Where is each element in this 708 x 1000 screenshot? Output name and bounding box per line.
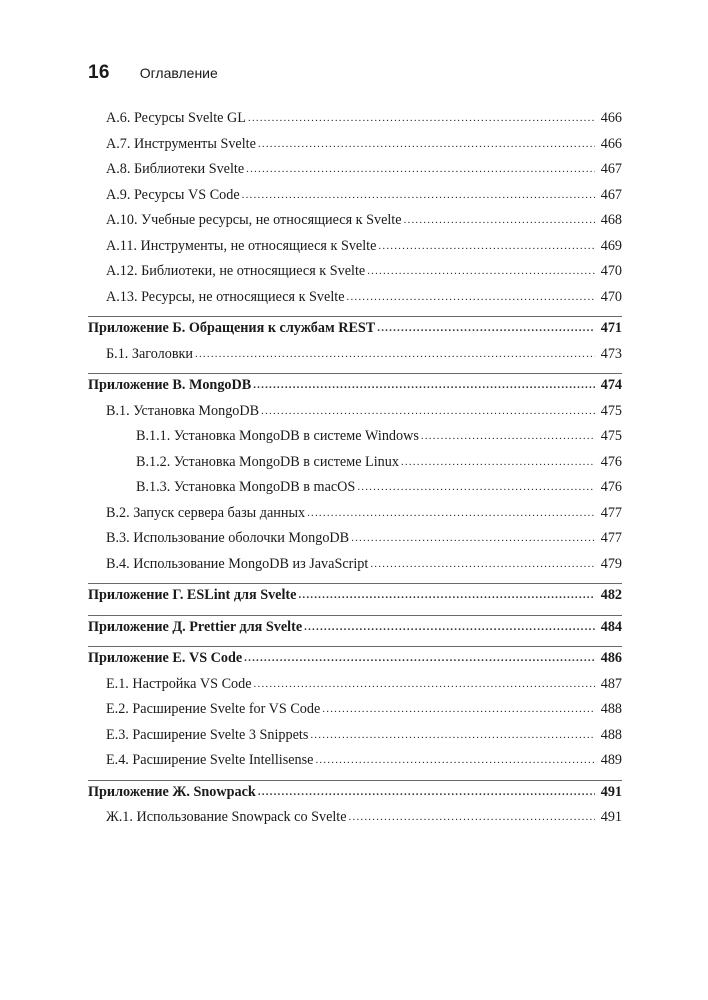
toc-entry[interactable] — [88, 428, 622, 454]
toc-entry-page: 471 — [600, 320, 622, 336]
dot-leader — [242, 189, 595, 201]
toc-entry-page: 467 — [600, 161, 622, 177]
toc-entry-page: 479 — [600, 555, 622, 572]
toc-entry[interactable] — [88, 752, 622, 778]
toc-entry-page: 470 — [600, 263, 622, 279]
dot-leader — [315, 754, 595, 766]
toc-entry-page: 468 — [600, 212, 622, 228]
toc-entry-title: Ж.1. Использование Snowpack со Svelte — [106, 809, 347, 825]
dot-leader — [261, 405, 595, 417]
toc-entry-title: А.8. Библиотеки Svelte — [106, 161, 245, 177]
dot-leader — [304, 621, 595, 633]
toc-entry-title: В.3. Использование оболочки MongoDB — [106, 530, 350, 546]
toc-entry[interactable] — [88, 454, 622, 480]
running-title: Оглавление — [139, 65, 218, 81]
dot-leader — [254, 678, 595, 690]
section-divider — [88, 615, 622, 616]
toc-entry-title: Е.2. Расширение Svelte for VS Code — [106, 701, 321, 717]
section-divider — [88, 646, 622, 647]
toc-entry-page: 488 — [600, 726, 622, 743]
dot-leader — [377, 322, 595, 334]
toc-entry-title: Е.3. Расширение Svelte 3 Snippets — [106, 726, 309, 743]
dot-leader — [195, 348, 595, 360]
toc-entry-title: Е.4. Расширение Svelte Intellisense — [106, 752, 314, 768]
toc-entry[interactable] — [88, 110, 622, 136]
dot-leader — [349, 811, 595, 823]
page-header — [88, 62, 218, 84]
toc-entry-page: 477 — [600, 504, 622, 521]
toc-entry[interactable] — [88, 187, 622, 213]
toc-appendix-entry[interactable] — [88, 320, 622, 346]
toc-entry[interactable] — [88, 212, 622, 238]
toc-entry-page: 489 — [600, 752, 622, 768]
toc-entry-title: В.1.2. Установка MongoDB в системе Linux — [136, 453, 399, 470]
section-divider — [88, 583, 622, 584]
toc-entry[interactable] — [88, 701, 622, 727]
toc-appendix-entry[interactable] — [88, 650, 622, 676]
toc-entry[interactable] — [88, 289, 622, 315]
toc-entry-title: Приложение В. MongoDB — [88, 377, 252, 393]
dot-leader — [258, 786, 595, 798]
dot-leader — [298, 589, 595, 601]
toc-entry[interactable] — [88, 161, 622, 187]
toc-entry-title: А.13. Ресурсы, не относящиеся к Svelte — [106, 288, 345, 305]
dot-leader — [401, 456, 595, 468]
toc-entry-title: А.7. Инструменты Svelte — [106, 135, 256, 152]
dot-leader — [378, 240, 595, 252]
toc-entry-page: 476 — [600, 479, 622, 495]
toc-entry-page: 475 — [600, 428, 622, 444]
section-divider — [88, 316, 622, 317]
dot-leader — [370, 558, 595, 570]
toc-entry[interactable] — [88, 136, 622, 162]
toc-entry-title: Приложение Ж. Snowpack — [88, 783, 256, 800]
toc-entry-page: 469 — [600, 237, 622, 254]
toc-entry-title: А.12. Библиотеки, не относящиеся к Svelte — [106, 263, 366, 279]
toc-entry-title: Приложение Е. VS Code — [88, 650, 243, 666]
dot-leader — [367, 265, 595, 277]
toc-entry-title: Е.1. Настройка VS Code — [106, 675, 252, 692]
toc-entry-page: 477 — [600, 530, 622, 546]
toc-entry-title: Приложение Б. Обращения к службам REST — [88, 320, 376, 336]
dot-leader — [421, 430, 595, 442]
toc-entry[interactable] — [88, 263, 622, 289]
toc-entry-title: В.1.1. Установка MongoDB в системе Windows — [136, 428, 419, 444]
toc-entry[interactable] — [88, 530, 622, 556]
toc-entry-title: Приложение Д. Prettier для Svelte — [88, 618, 303, 635]
dot-leader — [357, 481, 595, 493]
toc-entry-title: В.1. Установка MongoDB — [106, 402, 260, 419]
toc-entry[interactable] — [88, 809, 622, 835]
toc-entry-page: 466 — [600, 110, 622, 126]
dot-leader — [310, 729, 595, 741]
toc-entry-page: 467 — [600, 186, 622, 203]
toc-entry-title: В.1.3. Установка MongoDB в macOS — [136, 479, 356, 495]
dot-leader — [244, 652, 595, 664]
toc-entry[interactable] — [88, 676, 622, 702]
dot-leader — [404, 214, 595, 226]
toc-entry-page: 475 — [600, 402, 622, 419]
toc-entry-page: 466 — [600, 135, 622, 152]
toc-entry[interactable] — [88, 403, 622, 429]
toc-entry-page: 491 — [600, 809, 622, 825]
toc-entry-title: А.10. Учебные ресурсы, не относящиеся к Svelte — [106, 212, 402, 228]
table-of-contents — [88, 110, 622, 835]
dot-leader — [246, 163, 595, 175]
toc-entry-page: 474 — [600, 377, 622, 393]
toc-entry[interactable] — [88, 346, 622, 372]
toc-entry-title: А.11. Инструменты, не относящиеся к Svelte — [106, 237, 377, 254]
toc-entry-title: В.4. Использование MongoDB из JavaScript — [106, 555, 369, 572]
toc-entry-page: 476 — [600, 453, 622, 470]
section-divider — [88, 780, 622, 781]
toc-appendix-entry[interactable] — [88, 784, 622, 810]
dot-leader — [248, 112, 595, 124]
toc-entry-title: В.2. Запуск сервера базы данных — [106, 504, 306, 521]
toc-entry-title: А.9. Ресурсы VS Code — [106, 186, 240, 203]
toc-appendix-entry[interactable] — [88, 587, 622, 613]
toc-entry-title: Б.1. Заголовки — [106, 345, 194, 362]
toc-entry[interactable] — [88, 505, 622, 531]
page-number: 16 — [88, 62, 110, 83]
toc-appendix-entry[interactable] — [88, 619, 622, 645]
toc-entry-title: А.6. Ресурсы Svelte GL — [106, 110, 246, 126]
toc-entry-title: Приложение Г. ESLint для Svelte — [88, 587, 297, 603]
toc-entry[interactable] — [88, 556, 622, 582]
toc-entry[interactable] — [88, 727, 622, 753]
toc-entry-page: 486 — [600, 650, 622, 666]
dot-leader — [307, 507, 595, 519]
dot-leader — [258, 138, 595, 150]
dot-leader — [253, 379, 595, 391]
toc-entry-page: 473 — [600, 345, 622, 362]
toc-entry-page: 482 — [600, 587, 622, 603]
toc-entry-page: 487 — [600, 675, 622, 692]
toc-entry-page: 488 — [600, 701, 622, 717]
toc-entry-page: 484 — [600, 618, 622, 635]
dot-leader — [351, 532, 595, 544]
toc-entry[interactable] — [88, 238, 622, 264]
dot-leader — [347, 291, 596, 303]
toc-appendix-entry[interactable] — [88, 377, 622, 403]
toc-entry-page: 470 — [600, 288, 622, 305]
toc-entry-page: 491 — [600, 783, 622, 800]
toc-entry[interactable] — [88, 479, 622, 505]
dot-leader — [322, 703, 595, 715]
section-divider — [88, 373, 622, 374]
